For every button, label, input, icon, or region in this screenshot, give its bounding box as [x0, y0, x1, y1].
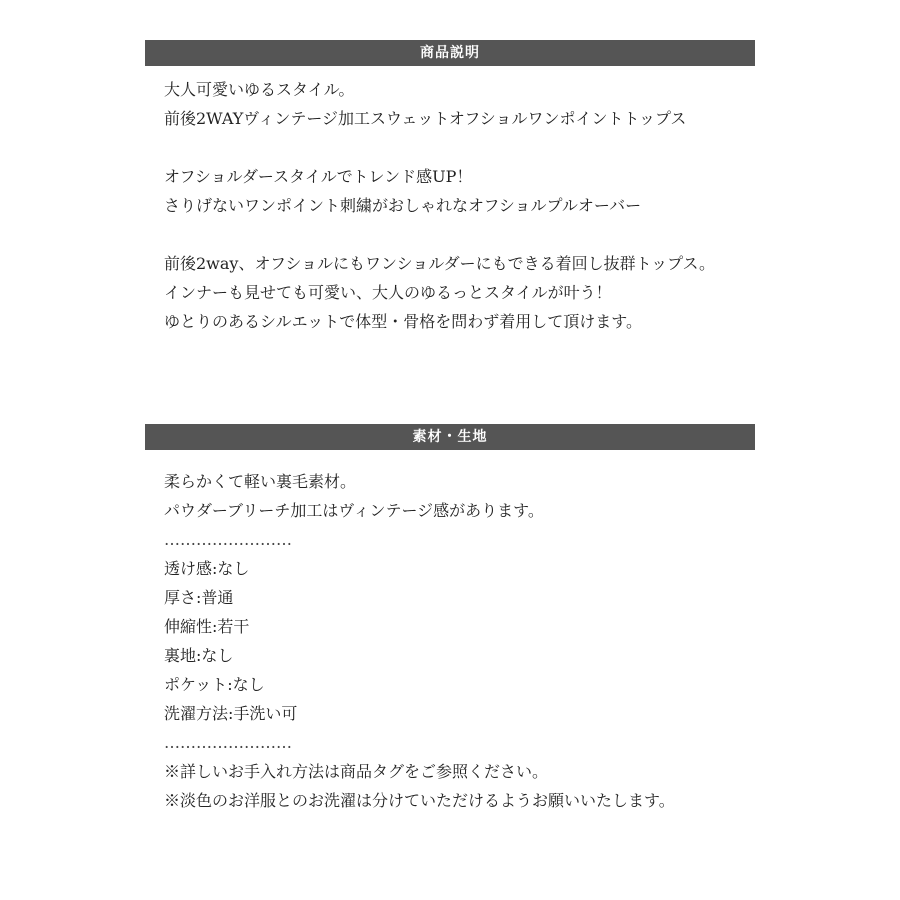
spec-see-through: 透け感:なし [164, 559, 250, 578]
description-line: 前後2way、オフショルにもワンショルダーにもできる着回し抜群トップス。 [164, 254, 716, 273]
description-line: インナーも見せても可愛い、大人のゆるっとスタイルが叶う！ [164, 283, 612, 302]
spec-washing: 洗濯方法:手洗い可 [164, 704, 298, 723]
description-line: 大人可愛いゆるスタイル。 [164, 80, 355, 99]
description-line: ゆとりのあるシルエットで体型・骨格を問わず着用して頂けます。 [164, 312, 643, 331]
description-line: 前後2WAYヴィンテージ加工スウェットオフショルワンポイントトップス [164, 109, 687, 128]
section-header-description: 商品説明 [145, 40, 755, 66]
care-note: ※淡色のお洋服とのお洗濯は分けていただけるようお願いいたします。 [164, 791, 675, 810]
dotted-divider: …………………… [164, 530, 292, 549]
dotted-divider: …………………… [164, 733, 292, 752]
spec-thickness: 厚さ:普通 [164, 588, 234, 607]
material-line: 柔らかくて軽い裏毛素材。 [164, 472, 357, 491]
description-line: さりげないワンポイント刺繍がおしゃれなオフショルプルオーバー [164, 196, 642, 215]
spec-pocket: ポケット:なし [164, 675, 265, 694]
spec-lining: 裏地:なし [164, 646, 234, 665]
care-note: ※詳しいお手入れ方法は商品タグをご参照ください。 [164, 762, 549, 781]
blank-line [164, 133, 864, 162]
description-text [164, 75, 864, 336]
spec-stretch: 伸縮性:若干 [164, 617, 250, 636]
blank-line [164, 220, 864, 249]
description-line: オフショルダースタイルでトレンド感UP！ [164, 167, 473, 186]
material-line: パウダーブリーチ加工はヴィンテージ感があります。 [164, 501, 544, 520]
material-text [164, 467, 864, 815]
section-header-material: 素材・生地 [145, 424, 755, 450]
